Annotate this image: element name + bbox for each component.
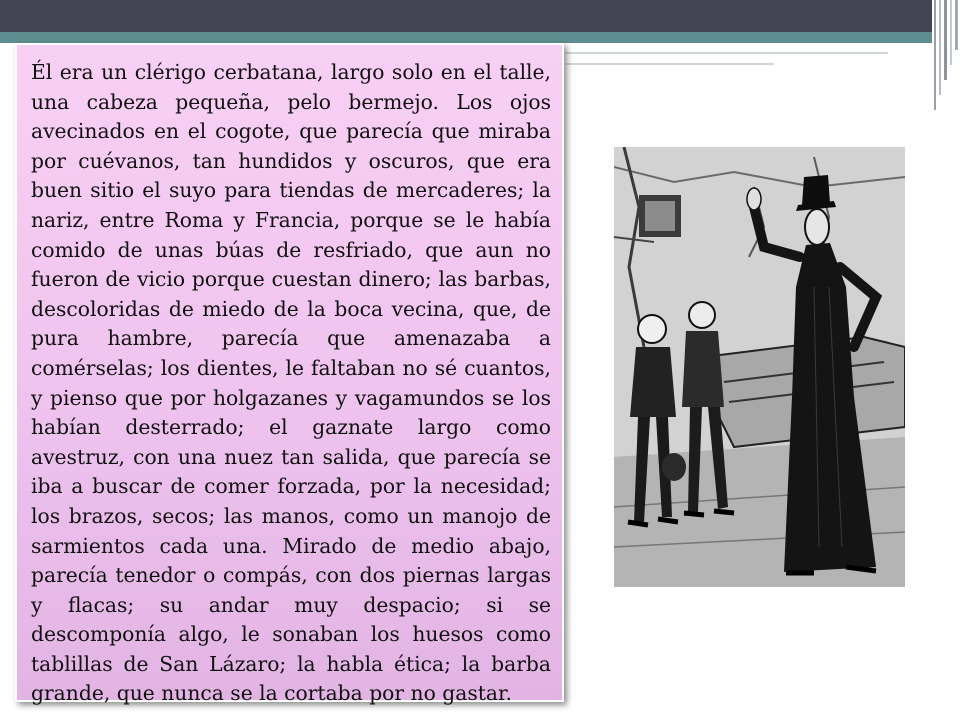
- title-bar: [0, 0, 932, 32]
- decor-rule-line-short: [566, 63, 774, 65]
- corner-stripes-decoration: [932, 0, 960, 110]
- body-paragraph: Él era un clérigo cerbatana, largo solo en el talle, una cabeza pequeña, pelo bermejo. Los ojos avecinados en el cogote, que parecía que miraba por cuévanos, tan hundidos y oscuros, que era buen sitio el suyo para tiendas de mercaderes; la nariz, entre Roma y Francia, porque se le había comido de unas búas de resfriado, que aun no fueron de vicio porque cuestan dinero; las barbas, descoloridas de miedo de la boca vecina, que, de pura hambre, parecía que amenazaba a comérselas; los dientes, le faltaban no sé cuantos, y pienso que por holgazanes y vagamundos se los habían desterrado; el gaznate largo como avestruz, con una nuez tan salida, que parecía se iba a buscar de comer forzada, por la necesidad; los brazos, secos; las manos, como un manojo de sarmientos cada una. Mirado de medio abajo, parecía tenedor o compás, con dos piernas largas y flacas; su andar muy despacio; si se descomponía algo, le sonaban los huesos como tablillas de San Lázaro; la habla ética; la barba grande, que nunca se la cortaba por no gastar.: [31, 60, 551, 706]
- text-box: [15, 43, 564, 706]
- accent-bar: [0, 32, 932, 43]
- engraving-illustration: [614, 147, 905, 587]
- decor-rule-line: [566, 52, 888, 54]
